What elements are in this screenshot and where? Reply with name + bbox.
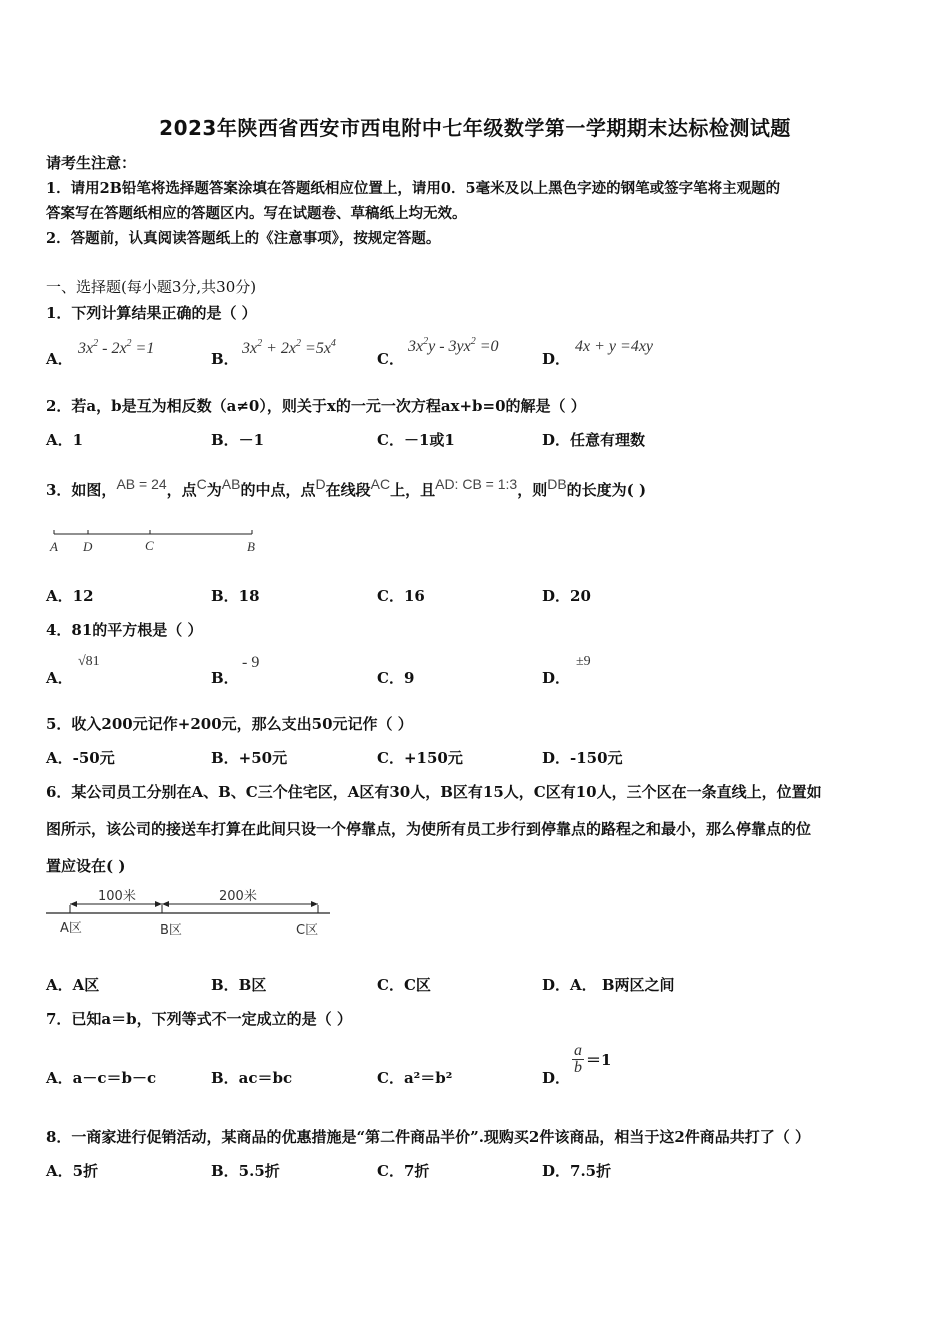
q6-distance-ab: 100米 (98, 889, 136, 904)
q6-stem-line-1: 6．某公司员工分别在A、B、C三个住宅区，A区有30人，B区有15人，C区有10人，三个区在一条直线上，位置如 (46, 783, 822, 801)
q2-stem: 2．若a，b是互为相反数（a≠0），则关于x的一元一次方程ax+b=0的解是（ ） (46, 397, 586, 415)
q1-option-d-label: D． (542, 350, 571, 368)
q1-option-a-expr: $3x^2 - 2x^2 =1$ (78, 338, 155, 357)
q7-option-a: A．a－c＝b－c (46, 1069, 157, 1087)
q7-option-c: C．a²＝b² (377, 1069, 453, 1087)
q8-stem: 8．一商家进行促销活动，某商品的优惠措施是“第二件商品半价”.现购买2件该商品，相当于这2件商品共打了（ ） (46, 1128, 811, 1146)
q7-option-d-expr (572, 1043, 611, 1076)
q3-option-c: C．16 (377, 587, 425, 605)
q7-frac-rhs: ＝1 (586, 1051, 612, 1069)
notice-line-3: 2．答题前，认真阅读答题纸上的《注意事项》，按规定答题。 (46, 230, 441, 247)
q6-label-b: B区 (160, 923, 182, 938)
q2-option-d: D．任意有理数 (542, 431, 646, 449)
q6-stem-line-3: 置应设在( ) (46, 857, 126, 875)
q3-label-b: B (247, 539, 255, 554)
q4-option-d-expr: ±9 (576, 654, 591, 669)
q3-label-d: D (83, 539, 93, 554)
q2-option-b: B．－1 (211, 431, 265, 449)
q6-option-b: B．B区 (211, 976, 267, 994)
q5-option-a: A．-50元 (46, 749, 115, 767)
q8-option-d: D．7.5折 (542, 1162, 612, 1180)
q5-option-d: D．-150元 (542, 749, 623, 767)
q1-option-c-expr: $3x^2y - 3yx^2 =0$ (408, 336, 499, 355)
q3-label-a: A (50, 539, 58, 554)
q7-option-b: B．ac＝bc (211, 1069, 293, 1087)
notice-line-1: 1．请用2B铅笔将选择题答案涂填在答题纸相应位置上，请用0．5毫米及以上黑色字迹的钢笔或签字笔将主观题的 (46, 180, 781, 197)
q4-option-b-expr: - 9 (242, 654, 260, 671)
q8-option-b: B．5.5折 (211, 1162, 280, 1180)
q1-option-d-expr: 4x + y =4xy (575, 338, 654, 355)
page-title: 2023年陕西省西安市西电附中七年级数学第一学期期末达标检测试题 (159, 116, 791, 140)
q4-option-b-label: B． (211, 669, 239, 687)
notice-heading: 请考生注意： (46, 154, 137, 172)
q5-stem: 5．收入200元记作+200元，那么支出50元记作（ ） (46, 715, 413, 733)
q6-stem-line-2: 图所示，该公司的接送车打算在此间只设一个停靠点，为使所有员工步行到停靠点的路程之和最小，那么停靠点的位 (46, 820, 812, 838)
q7-frac-den: b (574, 1059, 582, 1076)
q4-option-a-label: A． (46, 669, 73, 687)
q6-label-a: A区 (60, 921, 82, 936)
q7-option-d-label: D． (542, 1069, 571, 1087)
q8-option-a: A．5折 (46, 1162, 99, 1180)
notice-line-2: 答案写在答题纸相应的答题区内。写在试题卷、草稿纸上均无效。 (46, 205, 467, 222)
q6-option-d: D．A． B两区之间 (542, 976, 675, 994)
q6-option-c: C．C区 (377, 976, 431, 994)
q6-option-a: A．A区 (46, 976, 100, 994)
q1-stem: 1．下列计算结果正确的是（ ） (46, 304, 257, 322)
q3-stem: 3．如图，AB = 24，点C为AB的中点，点D在线段AC上，且AD: CB = 1:3，则DB的长度为( ) (46, 476, 647, 499)
q5-option-b: B．+50元 (211, 749, 288, 767)
q7-frac-num: a (574, 1042, 582, 1059)
q3-option-b: B．18 (211, 587, 260, 605)
q3-segment-figure (46, 525, 266, 557)
q4-option-a-expr: √81 (78, 654, 100, 669)
q4-stem: 4．81的平方根是（ ） (46, 621, 203, 639)
q1-option-a-label: A． (46, 350, 73, 368)
q2-option-a: A．1 (46, 431, 84, 449)
q5-option-c: C．+150元 (377, 749, 463, 767)
q1-option-b-label: B． (211, 350, 239, 368)
q1-option-c-label: C． (377, 350, 404, 368)
q3-option-a: A．12 (46, 587, 94, 605)
q6-label-c: C区 (296, 923, 319, 938)
q3-label-c: C (145, 538, 154, 553)
q7-stem: 7．已知a＝b，下列等式不一定成立的是（ ） (46, 1010, 352, 1028)
section-heading: 一、选择题(每小题3分,共30分) (46, 278, 257, 296)
q4-option-d-label: D． (542, 669, 571, 687)
q2-option-c: C．－1或1 (377, 431, 455, 449)
q4-option-c: C．9 (377, 669, 415, 687)
q1-option-b-expr: $3x^2 + 2x^2 =5x^4$ (242, 338, 336, 357)
q3-option-d: D．20 (542, 587, 591, 605)
q6-district-figure (44, 882, 336, 942)
q8-option-c: C．7折 (377, 1162, 430, 1180)
q6-distance-bc: 200米 (219, 889, 257, 904)
